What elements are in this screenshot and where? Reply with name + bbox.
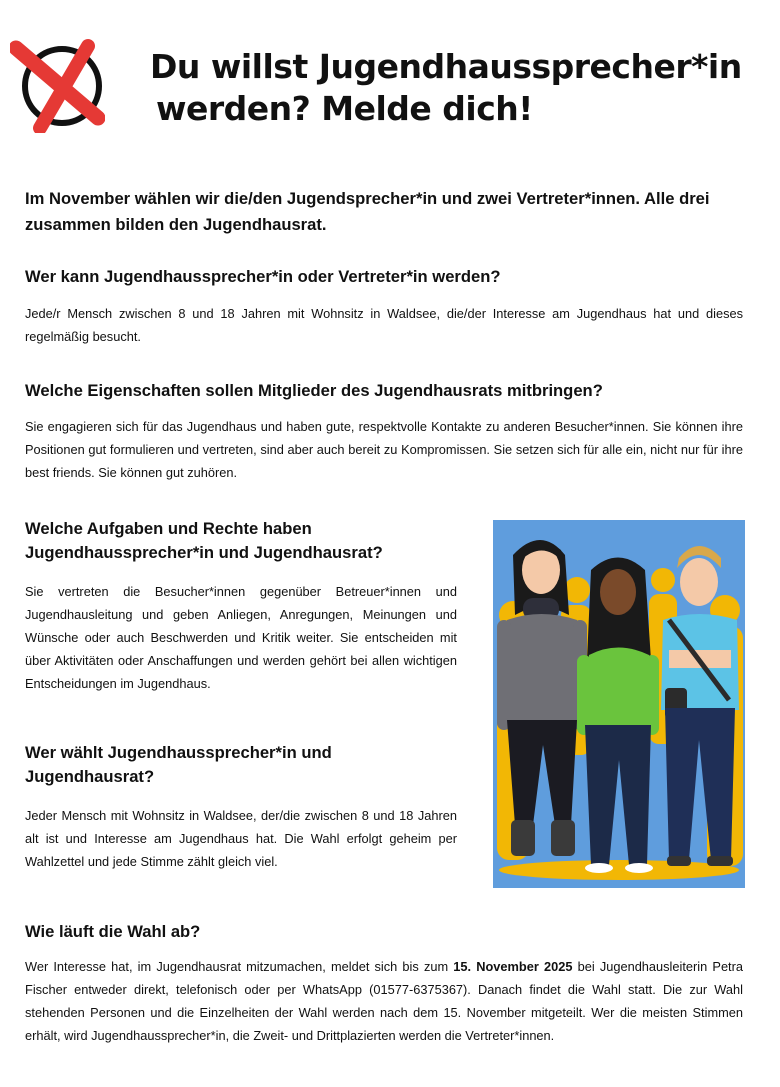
heading-who-votes-line-1: Wer wählt Jugendhaussprecher*in und	[25, 743, 332, 762]
heading-election-process: Wie läuft die Wahl ab?	[25, 922, 201, 941]
ballot-cross-icon	[10, 38, 105, 133]
heading-tasks-rights-line-1: Welche Aufgaben und Rechte haben	[25, 519, 312, 538]
heading-who-can-run: Wer kann Jugendhaussprecher*in oder Vertreter*in werden?	[25, 267, 501, 286]
three-teenagers-illustration	[493, 520, 745, 888]
heading-tasks-rights	[25, 517, 383, 565]
heading-qualities: Welche Eigenschaften sollen Mitglieder des Jugendhausrats mitbringen?	[25, 381, 603, 400]
title-line-2: werden? Melde dich!	[156, 89, 533, 128]
deadline-date: 15. November 2025	[453, 959, 573, 974]
text-election-before-date: Wer Interesse hat, im Jugendhausrat mitzumachen, meldet sich bis zum	[25, 959, 454, 974]
text-election-after-date: bei Jugendhausleiterin Petra Fischer entweder direkt, telefonisch oder per WhatsApp (01577-6375367). Danach findet die Wahl statt. Die zur Wahl stehenden Personen und die Einzelheiten der Wahl werden nach dem 15. November mitgeteilt. Wer die meisten Stimmen erhält, wird Jugendhaussprecher*in, die Zweit- und Drittplazierten werden die Vertreter*innen.	[25, 959, 743, 1043]
heading-tasks-rights-line-2: Jugendhaussprecher*in und Jugendhausrat?	[25, 543, 383, 562]
intro-text: Im November wählen wir die/den Jugendsprecher*in und zwei Vertreter*innen. Alle drei zusammen bilden den Jugendhausrat.	[25, 189, 710, 234]
heading-who-votes-line-2: Jugendhausrat?	[25, 767, 155, 786]
text-qualities: Sie engagieren sich für das Jugendhaus und haben gute, respektvolle Kontakte zu anderen Besucher*innen. Sie können ihre Positionen gut formulieren und vertreten, sind aber auch bereit zu Kompromissen. Sie setzen sich für alle ein, nicht nur für ihre best friends. Sie können gut zuhören.	[25, 419, 743, 480]
text-who-votes: Jeder Mensch mit Wohnsitz in Waldsee, der/die zwischen 8 und 18 Jahren alt ist und Interesse am Jugendhaus hat. Die Wahl erfolgt geheim per Wahlzettel und jede Stimme zählt gleich viel.	[25, 808, 457, 869]
page-title	[150, 46, 775, 130]
title-line-1: Du willst Jugendhaussprecher*in	[150, 47, 742, 86]
text-tasks-rights: Sie vertreten die Besucher*innen gegenüber Betreuer*innen und Jugendhausleitung und geben Anliegen, Anregungen, Meinungen und Wünsche oder auch Beschwerden und Kritik weiter. Sie entscheiden mit über Aktivitäten oder Anschaffungen und werden gehört bei allen wichtigen Entscheidungen im Jugendhaus.	[25, 584, 457, 691]
heading-who-votes	[25, 741, 332, 789]
text-who-can-run: Jede/r Mensch zwischen 8 und 18 Jahren mit Wohnsitz in Waldsee, die/der Interesse am Jugendhaus hat und dieses regelmäßig besucht.	[25, 306, 743, 344]
text-election-process	[25, 955, 743, 1047]
